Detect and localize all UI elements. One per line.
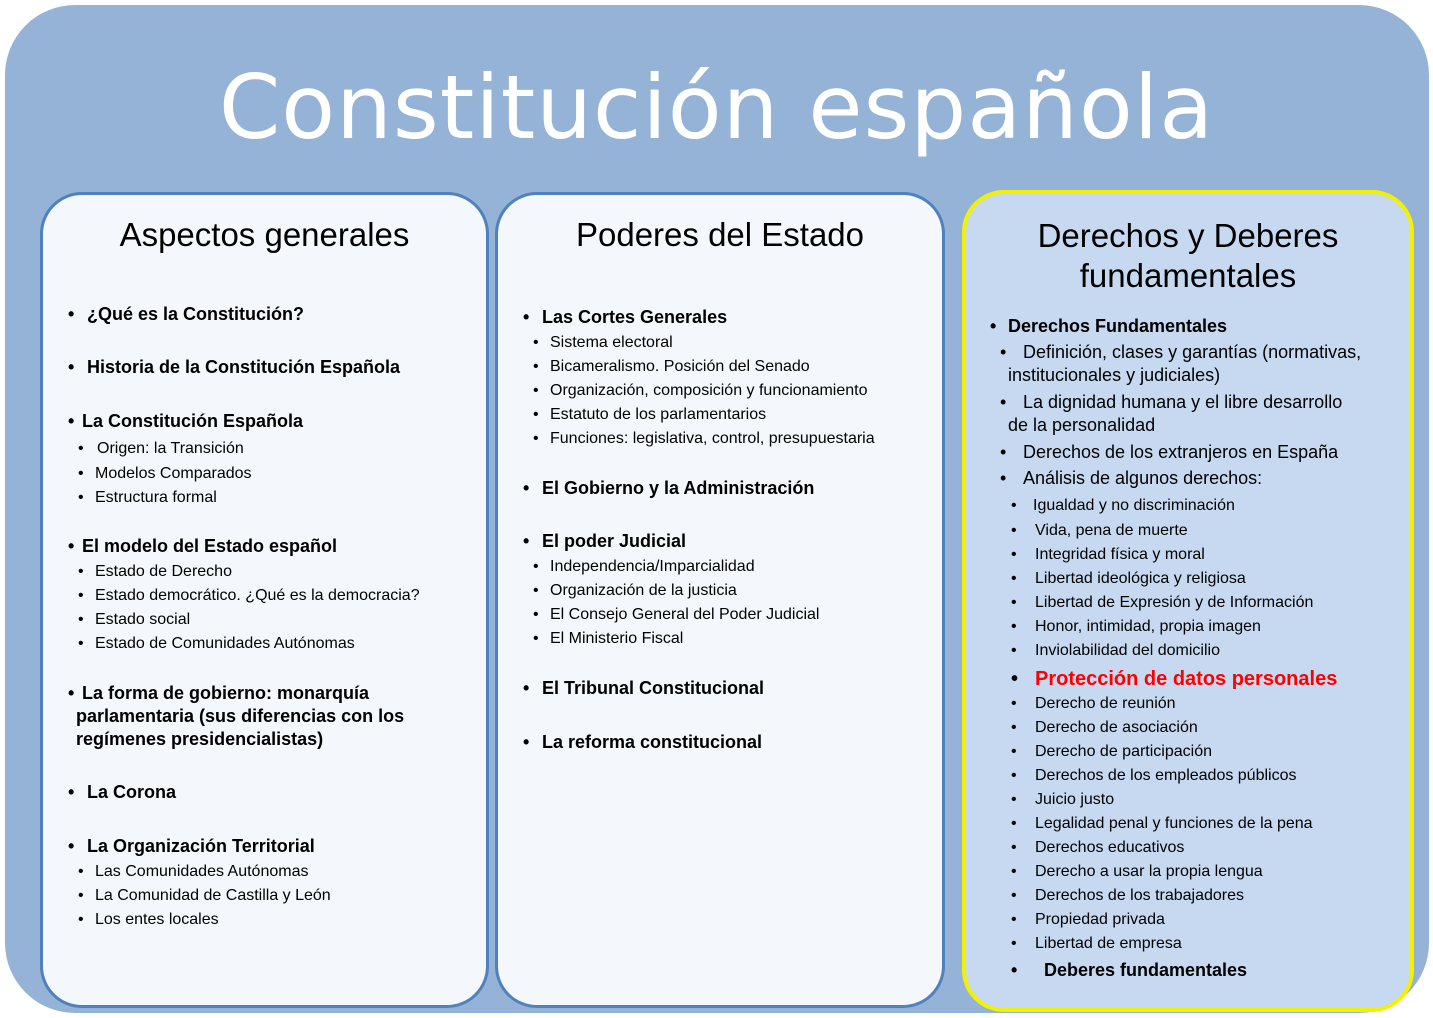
list-subitem: • Los entes locales bbox=[78, 911, 219, 928]
bullet-icon: • bbox=[1011, 695, 1017, 712]
page-title: Constitución española bbox=[218, 56, 1215, 159]
panel-title: Aspectos generales bbox=[119, 216, 410, 253]
bullet-icon: • bbox=[1011, 815, 1017, 832]
list-subitem: • El Consejo General del Poder Judicial bbox=[533, 606, 820, 623]
bullet-icon: • bbox=[68, 357, 75, 377]
bullet-icon: • bbox=[1011, 935, 1017, 952]
list-subitem: • Independencia/Imparcialidad bbox=[533, 558, 755, 575]
bullet-icon: • bbox=[1011, 863, 1017, 880]
list-subitem: • Funciones: legislativa, control, presupuestaria bbox=[533, 430, 875, 447]
panel-title: Derechos y Deberes bbox=[1037, 217, 1339, 254]
bullet-icon: • bbox=[78, 465, 84, 482]
list-item-continuation: de la personalidad bbox=[1008, 415, 1156, 435]
list-item-continuation: institucionales y judiciales) bbox=[1008, 365, 1221, 385]
list-subitem: • Derechos educativos bbox=[1011, 839, 1185, 856]
bullet-icon: • bbox=[523, 478, 530, 498]
bullet-icon: • bbox=[1011, 497, 1017, 514]
list-subitem: • Las Comunidades Autónomas bbox=[78, 863, 309, 880]
list-item: • Historia de la Constitución Española bbox=[68, 357, 401, 377]
list-subitem: • Derechos de los extranjeros en España bbox=[1000, 442, 1339, 462]
bullet-icon: • bbox=[533, 582, 539, 599]
bullet-icon: • bbox=[1011, 791, 1017, 808]
list-subitem: • Honor, intimidad, propia imagen bbox=[1011, 618, 1261, 635]
bullet-icon: • bbox=[78, 887, 84, 904]
list-subitem: • Libertad de Expresión y de Información bbox=[1011, 594, 1314, 611]
list-subitem: • Libertad ideológica y religiosa bbox=[1011, 570, 1246, 587]
bullet-icon: • bbox=[1011, 743, 1017, 760]
list-subitem: • Igualdad y no discriminación bbox=[1011, 497, 1235, 514]
list-item: • El Gobierno y la Administración bbox=[523, 478, 815, 498]
list-subitem: • Libertad de empresa bbox=[1011, 935, 1182, 952]
list-subitem: • Estatuto de los parlamentarios bbox=[533, 406, 767, 423]
list-subitem: • Estado de Comunidades Autónomas bbox=[78, 635, 355, 652]
panel-aspectos-generales bbox=[40, 192, 489, 1008]
bullet-icon: • bbox=[1011, 594, 1017, 611]
bullet-icon: • bbox=[523, 732, 530, 752]
list-subitem: • Derechos de los empleados públicos bbox=[1011, 767, 1297, 784]
bullet-icon: • bbox=[78, 563, 84, 580]
bullet-icon: • bbox=[78, 489, 84, 506]
list-item: • La reforma constitucional bbox=[523, 732, 763, 752]
list-item-continuation: regímenes presidencialistas) bbox=[76, 729, 324, 749]
list-subitem: • Propiedad privada bbox=[1011, 911, 1165, 928]
panel-poderes-del-estado bbox=[495, 192, 945, 1008]
list-item: • Deberes fundamentales bbox=[1011, 960, 1248, 980]
bullet-icon: • bbox=[1000, 392, 1007, 412]
bullet-icon: • bbox=[1000, 468, 1007, 488]
list-subitem: • Inviolabilidad del domicilio bbox=[1011, 642, 1220, 659]
list-subitem: • Modelos Comparados bbox=[78, 465, 252, 482]
list-subitem: • Estructura formal bbox=[78, 489, 217, 506]
bullet-icon: • bbox=[1011, 546, 1017, 563]
bullet-icon: • bbox=[533, 630, 539, 647]
bullet-icon: • bbox=[533, 406, 539, 423]
bullet-icon: • bbox=[68, 536, 75, 556]
list-item: • El modelo del Estado español bbox=[68, 536, 338, 556]
bullet-icon: • bbox=[523, 678, 530, 698]
list-item-continuation: parlamentaria (sus diferencias con los bbox=[76, 706, 405, 726]
list-subitem: • Bicameralismo. Posición del Senado bbox=[533, 358, 810, 375]
bullet-icon: • bbox=[533, 382, 539, 399]
bullet-icon: • bbox=[68, 304, 75, 324]
bullet-icon: • bbox=[1011, 911, 1017, 928]
bullet-icon: • bbox=[1011, 668, 1019, 690]
bullet-icon: • bbox=[990, 316, 997, 336]
bullet-icon: • bbox=[1011, 767, 1017, 784]
bullet-icon: • bbox=[68, 683, 75, 703]
list-item: • La forma de gobierno: monarquía bbox=[68, 683, 370, 703]
list-subitem: • Análisis de algunos derechos: bbox=[1000, 468, 1263, 488]
list-subitem: • Derecho de reunión bbox=[1011, 695, 1176, 712]
bullet-icon: • bbox=[1011, 618, 1017, 635]
list-subitem: • Derechos de los trabajadores bbox=[1011, 887, 1245, 904]
panel-title: Poderes del Estado bbox=[575, 216, 865, 253]
bullet-icon: • bbox=[523, 531, 530, 551]
bullet-icon: • bbox=[1011, 960, 1018, 980]
list-subitem: • Definición, clases y garantías (normativas, bbox=[1000, 342, 1362, 362]
list-subitem: • Estado de Derecho bbox=[78, 563, 232, 580]
list-subitem-highlighted: • Protección de datos personales bbox=[1011, 668, 1338, 690]
panel-title-line2: fundamentales bbox=[1079, 257, 1297, 294]
bullet-icon: • bbox=[523, 307, 530, 327]
list-subitem: • Derecho a usar la propia lengua bbox=[1011, 863, 1263, 880]
bullet-icon: • bbox=[78, 635, 84, 652]
bullet-icon: • bbox=[1000, 442, 1007, 462]
list-subitem: • Estado democrático. ¿Qué es la democracia? bbox=[78, 587, 420, 604]
list-item: • Derechos Fundamentales bbox=[990, 316, 1228, 336]
list-subitem: • El Ministerio Fiscal bbox=[533, 630, 684, 647]
list-subitem: • Vida, pena de muerte bbox=[1011, 522, 1188, 539]
bullet-icon: • bbox=[533, 334, 539, 351]
list-subitem: • Organización, composición y funcionamiento bbox=[533, 382, 868, 399]
bullet-icon: • bbox=[1011, 887, 1017, 904]
list-subitem: • Estado social bbox=[78, 611, 191, 628]
list-item: • La Organización Territorial bbox=[68, 836, 315, 856]
list-item: • El Tribunal Constitucional bbox=[523, 678, 765, 698]
bullet-icon: • bbox=[533, 358, 539, 375]
bullet-icon: • bbox=[1011, 642, 1017, 659]
bullet-icon: • bbox=[78, 863, 84, 880]
list-subitem: • Organización de la justicia bbox=[533, 582, 737, 599]
bullet-icon: • bbox=[78, 911, 84, 928]
bullet-icon: • bbox=[78, 611, 84, 628]
bullet-icon: • bbox=[1011, 570, 1017, 587]
bullet-icon: • bbox=[1000, 342, 1007, 362]
bullet-icon: • bbox=[78, 587, 84, 604]
bullet-icon: • bbox=[1011, 522, 1017, 539]
bullet-icon: • bbox=[68, 836, 75, 856]
list-subitem: • Legalidad penal y funciones de la pena bbox=[1011, 815, 1313, 832]
list-subitem: • La Comunidad de Castilla y León bbox=[78, 887, 331, 904]
list-item: • La Constitución Española bbox=[68, 411, 304, 431]
list-subitem: • Origen: la Transición bbox=[78, 440, 244, 457]
list-subitem: • Sistema electoral bbox=[533, 334, 673, 351]
list-subitem: • Integridad física y moral bbox=[1011, 546, 1205, 563]
list-subitem: • Juicio justo bbox=[1011, 791, 1115, 808]
list-item: • ¿Qué es la Constitución? bbox=[68, 304, 305, 324]
list-item: • Las Cortes Generales bbox=[523, 307, 728, 327]
panel-derechos-y-deberes bbox=[962, 190, 1414, 1012]
list-subitem: • Derecho de participación bbox=[1011, 743, 1212, 760]
list-item: • El poder Judicial bbox=[523, 531, 687, 551]
bullet-icon: • bbox=[533, 558, 539, 575]
list-item: • La Corona bbox=[68, 782, 177, 802]
bullet-icon: • bbox=[68, 411, 75, 431]
list-subitem: • La dignidad humana y el libre desarrollo bbox=[1000, 392, 1343, 412]
bullet-icon: • bbox=[1011, 719, 1017, 736]
bullet-icon: • bbox=[78, 440, 84, 457]
bullet-icon: • bbox=[1011, 839, 1017, 856]
bullet-icon: • bbox=[533, 606, 539, 623]
bullet-icon: • bbox=[533, 430, 539, 447]
bullet-icon: • bbox=[68, 782, 75, 802]
list-subitem: • Derecho de asociación bbox=[1011, 719, 1198, 736]
